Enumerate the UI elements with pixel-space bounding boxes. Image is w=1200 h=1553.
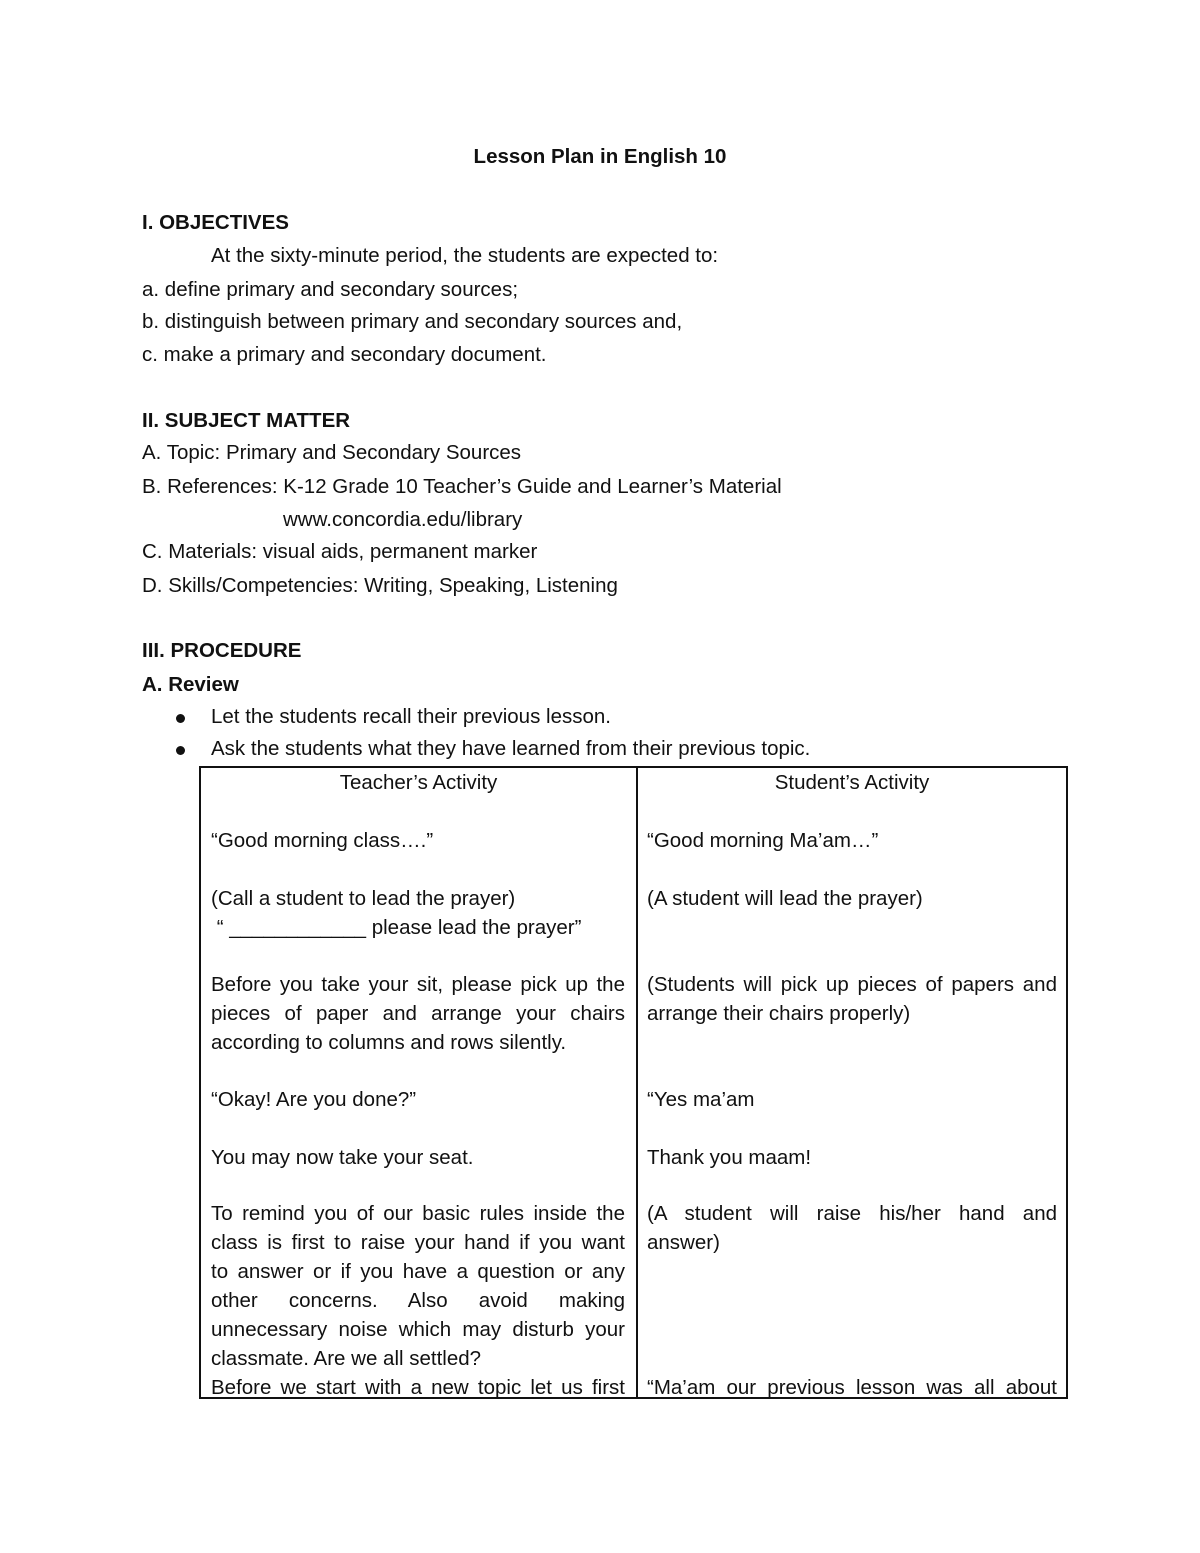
paragraph-line: according to columns and rows silently.: [211, 1031, 567, 1054]
student-greeting: “Good morning Ma’am…”: [647, 829, 879, 852]
paragraph-line: arrange their chairs properly): [647, 1002, 911, 1025]
materials-line: C. Materials: visual aids, permanent marker: [142, 540, 538, 563]
paragraph-line: pieces of paper and arrange your chairs: [211, 1002, 625, 1025]
paragraph-line: answer): [647, 1231, 720, 1254]
teacher-greeting: “Good morning class….”: [211, 829, 434, 852]
teacher-start-paragraph: [211, 1373, 625, 1402]
bullet-icon: [176, 714, 185, 723]
review-heading: A. Review: [142, 673, 239, 696]
objective-item: b. distinguish between primary and secondary sources and,: [142, 310, 683, 333]
teacher-prayer-line: “ ____________ please lead the prayer”: [211, 916, 582, 939]
review-bullet: Let the students recall their previous lesson.: [211, 705, 611, 728]
topic-line: A. Topic: Primary and Secondary Sources: [142, 441, 522, 464]
paragraph-line: Before you take your sit, please pick up the: [211, 973, 625, 996]
subject-matter-heading: II. SUBJECT MATTER: [142, 409, 351, 432]
paragraph-line: other concerns. Also avoid making: [211, 1289, 625, 1312]
references-url: www.concordia.edu/library: [283, 508, 523, 531]
page-title: Lesson Plan in English 10: [473, 145, 727, 168]
objectives-intro: At the sixty-minute period, the students are expected to:: [211, 244, 719, 267]
paragraph-line: unnecessary noise which may disturb your: [211, 1318, 625, 1341]
student-previous-paragraph: [647, 1373, 1057, 1402]
references-line: B. References: K-12 Grade 10 Teacher’s Guide and Learner’s Material: [142, 475, 782, 498]
paragraph-line: (A student will raise his/her hand and: [647, 1202, 1057, 1225]
student-activity-header: Student’s Activity: [774, 771, 930, 794]
objective-item: c. make a primary and secondary document.: [142, 343, 547, 366]
teacher-done-question: “Okay! Are you done?”: [211, 1088, 417, 1111]
student-raise-paragraph: [647, 1199, 1057, 1257]
procedure-heading: III. PROCEDURE: [142, 639, 302, 662]
paragraph-line: Before we start with a new topic let us first: [211, 1376, 625, 1399]
review-bullet: Ask the students what they have learned from their previous topic.: [211, 737, 811, 760]
student-prayer: (A student will lead the prayer): [647, 887, 923, 910]
skills-line: D. Skills/Competencies: Writing, Speaking, Listening: [142, 574, 618, 597]
student-yes: “Yes ma’am: [647, 1088, 755, 1111]
teacher-seat-instruction: You may now take your seat.: [211, 1146, 474, 1169]
teacher-prayer-instruction: (Call a student to lead the prayer): [211, 887, 516, 910]
paragraph-line: (Students will pick up pieces of papers and: [647, 973, 1057, 996]
table-divider: [636, 766, 638, 1399]
student-thanks: Thank you maam!: [647, 1146, 812, 1169]
paragraph-line: To remind you of our basic rules inside the: [211, 1202, 625, 1225]
student-chairs-paragraph: [647, 970, 1057, 1028]
teacher-chairs-paragraph: [211, 970, 625, 1057]
objectives-heading: I. OBJECTIVES: [142, 211, 289, 234]
bullet-icon: [176, 746, 185, 755]
paragraph-line: “Ma’am our previous lesson was all about: [647, 1376, 1057, 1399]
teacher-activity-header: Teacher’s Activity: [339, 771, 498, 794]
paragraph-line: class is first to raise your hand if you want: [211, 1231, 625, 1254]
paragraph-line: to answer or if you have a question or any: [211, 1260, 625, 1283]
teacher-rules-paragraph: [211, 1199, 625, 1373]
paragraph-line: classmate. Are we all settled?: [211, 1347, 482, 1370]
objective-item: a. define primary and secondary sources;: [142, 278, 519, 301]
